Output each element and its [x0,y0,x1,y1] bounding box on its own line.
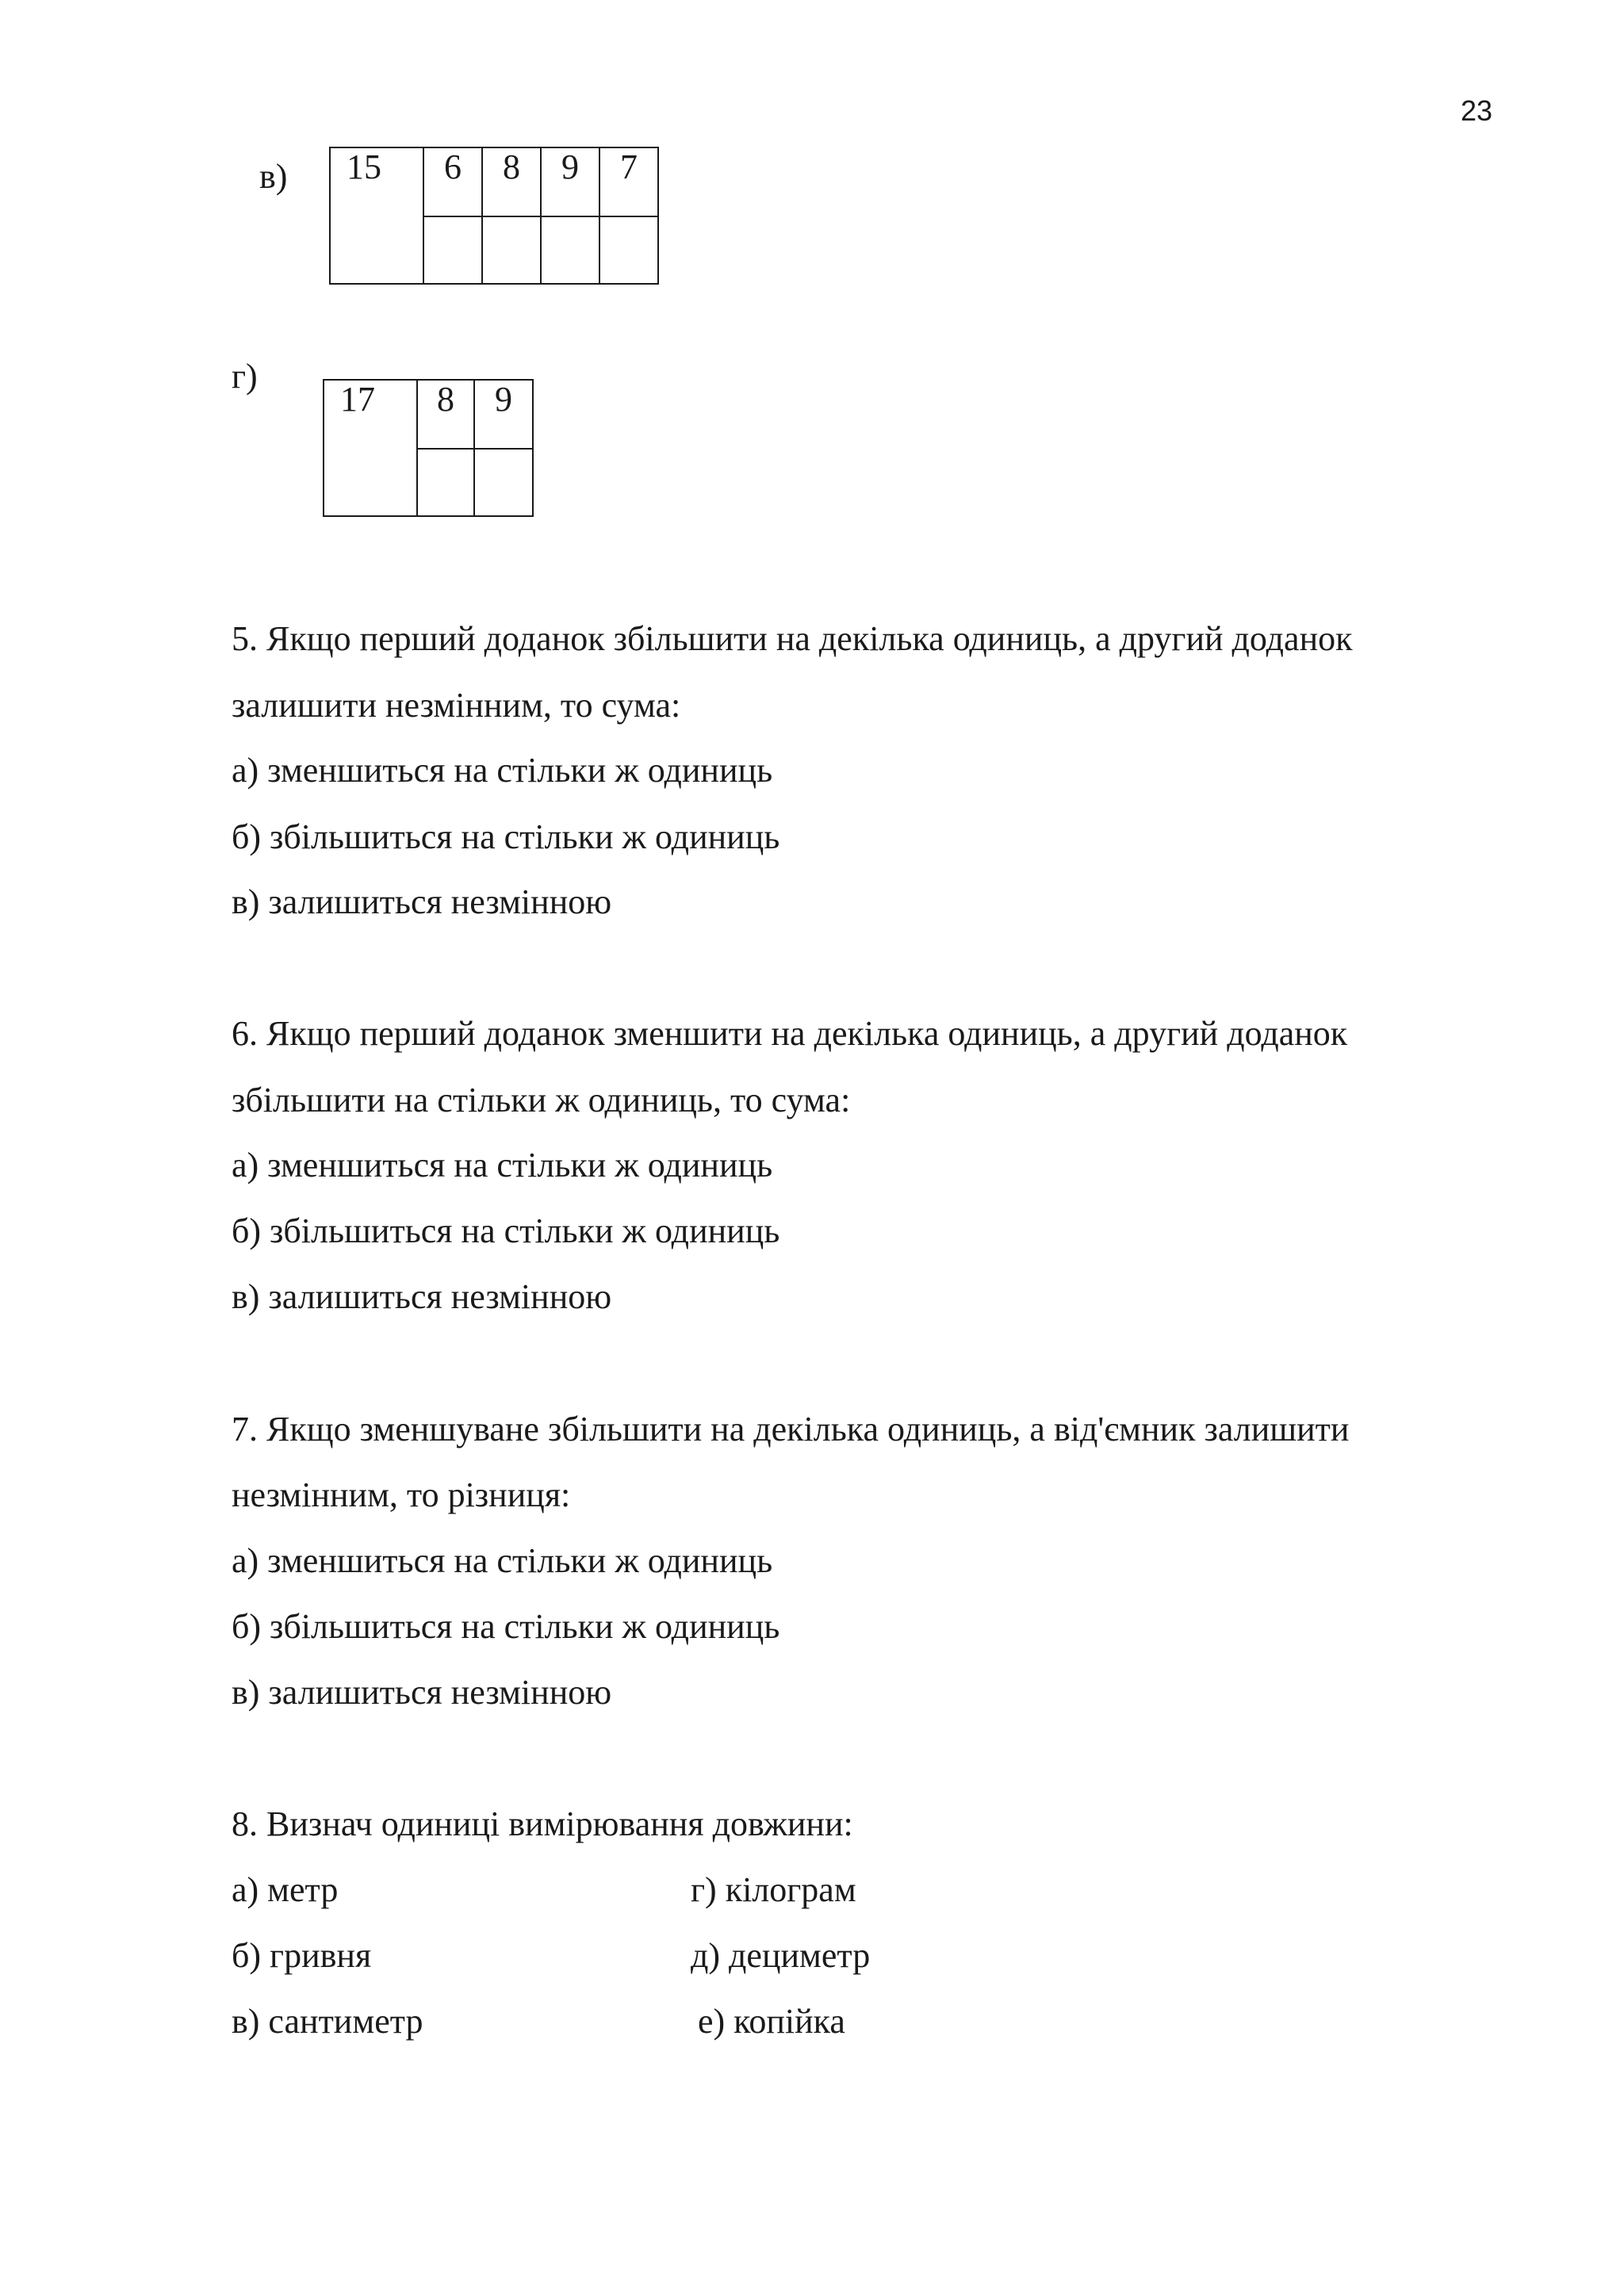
question-8-option-v[interactable]: в) сантиметр [232,2002,423,2041]
page-number: 23 [1461,94,1493,127]
question-8-text: 8. Визнач одиниці вимірювання довжини: [232,1804,853,1843]
question-7-option-v[interactable]: в) залишиться незмінною [232,1673,612,1712]
question-8-option-g[interactable]: г) кілограм [691,1870,856,1909]
question-7-text: 7. Якщо зменшуване збільшити на декілька одиниць, а від'ємник залишити [232,1410,1350,1448]
question-8-option-b[interactable]: б) гривня [232,1936,372,1975]
question-5-option-a[interactable]: а) зменшиться на стільки ж одиниць [232,751,773,790]
question-7-option-a[interactable]: а) зменшиться на стільки ж одиниць [232,1541,773,1580]
question-6-option-a[interactable]: а) зменшиться на стільки ж одиниць [232,1146,773,1184]
box-v-answer-cell[interactable] [599,216,658,284]
number-box-v [329,147,659,285]
box-v-cell: 9 [541,147,599,216]
box-v-label: в) [259,157,288,196]
question-5-option-b[interactable]: б) збільшиться на стільки ж одиниць [232,817,780,856]
question-8-option-e[interactable]: е) копійка [698,2002,845,2041]
question-6-text: 6. Якщо перший доданок зменшити на декілька одиниць, а другий доданок [232,1014,1348,1053]
question-6-option-b[interactable]: б) збільшиться на стільки ж одиниць [232,1211,780,1250]
number-box-g [323,379,534,517]
box-g-cell: 9 [474,380,533,449]
question-6-option-v[interactable]: в) залишиться незмінною [232,1277,612,1316]
question-7-text: незмінним, то різниця: [232,1475,571,1514]
box-v-answer-cell[interactable] [541,216,599,284]
question-5-option-v[interactable]: в) залишиться незмінною [232,882,612,921]
box-g-cell: 8 [417,380,474,449]
question-6-text: збільшити на стільки ж одиниць, то сума: [232,1081,851,1119]
box-v-cell: 7 [599,147,658,216]
box-v-cell: 6 [423,147,482,216]
box-g-answer-cell[interactable] [474,449,533,516]
box-g-total: 17 [324,380,417,516]
question-5-text: 5. Якщо перший доданок збільшити на декілька одиниць, а другий доданок [232,619,1353,658]
box-v-answer-cell[interactable] [423,216,482,284]
box-v-answer-cell[interactable] [482,216,541,284]
box-v-total: 15 [330,147,423,284]
question-5-text: залишити незмінним, то сума: [232,686,681,725]
question-8-option-a[interactable]: а) метр [232,1870,339,1909]
box-v-cell: 8 [482,147,541,216]
question-7-option-b[interactable]: б) збільшиться на стільки ж одиниць [232,1607,780,1646]
box-g-answer-cell[interactable] [417,449,474,516]
box-g-label: г) [232,357,258,396]
question-8-option-d[interactable]: д) дециметр [691,1936,871,1975]
